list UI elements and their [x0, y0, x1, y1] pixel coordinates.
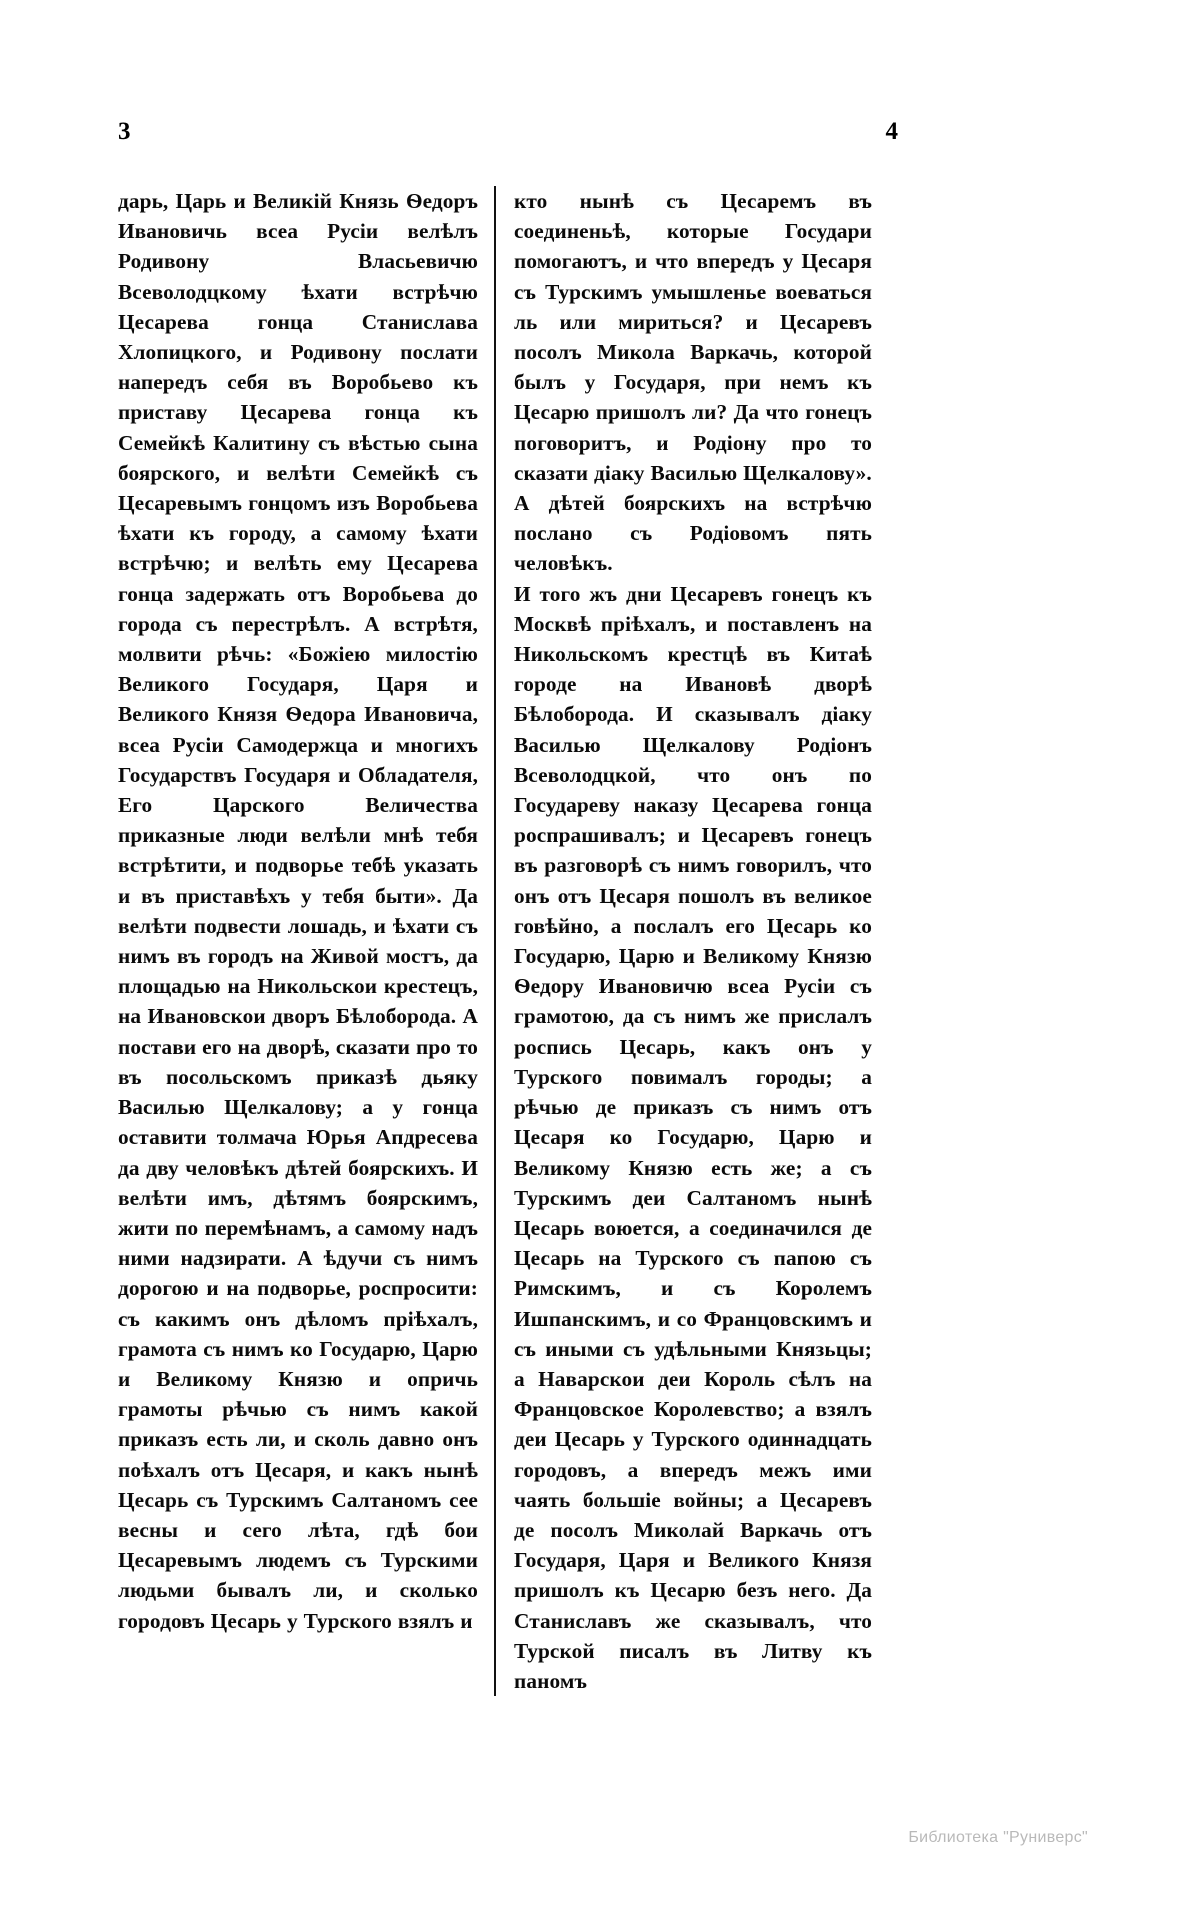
paragraph: А дѣтей боярскихъ на встрѣчю послано съ Родiовомъ пять человѣкъ. — [514, 491, 872, 576]
paragraph: кто нынѣ съ Цесаремъ въ соединеньѣ, которые Государи помогаютъ, и что впередъ у Цесаря съ Турскимъ умышленье воеваться ль или мириться? и Цесаревъ посолъ Микола Варкачь, которой былъ у Государя, при немъ къ Цесарю пришолъ ли? Да что гонецъ поговоритъ, и Родiону про то сказати дiаку Василью Щелкалову». — [514, 189, 872, 485]
left-text-column — [118, 186, 494, 1696]
page-number-right: 4 — [885, 118, 898, 145]
paragraph: И того жъ дни Цесаревъ гонецъ къ Москвѣ прiѣхалъ, и поставленъ на Никольскомъ крестцѣ въ Китаѣ городе на Ивановѣ дворѣ Бѣлоборода. И сказывалъ дiаку Василью Щелкалову Родiонъ Всеволодцкой, что онъ по Государеву наказу Цесарева гонца роспрашивалъ; и Цесаревъ гонецъ въ разговорѣ съ нимъ говорилъ, что онъ отъ Цесаря пошолъ въ великое говѣйно, а послалъ его Цесарь ко Государю, Царю и Великому Князю Ѳедору Ивановичю всеа Русiи съ грамотою, да съ нимъ же прислалъ роспись Цесарь, какъ онъ у Турского повималъ городы; а рѣчью де приказъ съ нимъ отъ Цесаря ко Государю, Царю и Великому Князю есть же; а съ Турскимъ деи Салтаномъ нынѣ Цесарь воюется, а соединачился де Цесарь на Турского съ папою съ Римскимъ, и съ Королемъ Ишпанскимъ, и со Францовскимъ и съ иными съ удѣльными Князьцы; а Наварскои деи Король сѣлъ на Францовское Королевство; а взялъ деи Цесарь у Турского одиннадцать городовъ, а впередъ межъ ими чаять большiе войны; а Цесаревъ де посолъ Миколай Варкачь отъ Государя, Царя и Великого Князя пришолъ къ Цесарю безъ него. Да Станиславъ же сказывалъ, что Турской писалъ въ Литву къ паномъ — [514, 581, 872, 1693]
library-watermark: Библиотека "Руниверс" — [908, 1829, 1088, 1846]
page-number-left: 3 — [118, 118, 131, 145]
paragraph: дарь, Царь и Великiй Князь Ѳедоръ Ивановичь всеа Русiи велѣлъ Родивону Власьевичю Всеволодцкому ѣхати встрѣчю Цесарева гонца Станислава Хлопицкого, и Родивону послати напередъ себя въ Воробьево къ приставу Цесарева гонца къ Семейкѣ Калитину съ вѣстью сына боярского, и велѣти Семейкѣ съ Цесаревымъ гонцомъ изъ Воробьева ѣхати къ городу, а самому ѣхати встрѣчю; и велѣть ему Цесарева гонца задержать отъ Воробьева до города съ перестрѣлъ. А встрѣтя, молвити рѣчь: «Божiею милостiю Великого Государя, Царя и Великого Князя Ѳедора Ивановича, всеа Русiи Самодержца и многихъ Государствъ Государя и Обладателя, Его Царского Величества приказные люди велѣли мнѣ тебя встрѣтити, и подворье тебѣ указать и въ приставѣхъ у тебя быти». Да велѣти подвести лошадь, и ѣхати съ нимъ въ городъ на Живой мостъ, да площадью на Никольскои крестецъ, на Ивановскои дворъ Бѣлоборода. А постави его на дворѣ, сказати про то въ посольскомъ приказѣ дьяку Василью Щелкалову; а у гонца оставити толмача Юрья Апдресева да дву человѣкъ дѣтей боярскихъ. И велѣти имъ, дѣтямъ боярскимъ, жити по перемѣнамъ, а самому надъ ними надзирати. А ѣдучи съ нимъ дорогою и на подворье, роспросити: съ какимъ онъ дѣломъ прiѣхалъ, грамота съ нимъ ко Государю, Царю и Великому Князю и опричь грамоты рѣчью съ нимъ какой приказъ есть ли, и сколь давно онъ поѣхалъ отъ Цесаря, и какъ нынѣ Цесарь съ Турскимъ Салтаномъ сее весны и сего лѣта, гдѣ бои Цесаревымъ людемъ съ Турскими людьми бывалъ ли, и сколько городовъ Цесарь у Турского взялъ и — [118, 189, 478, 1633]
two-column-body — [118, 186, 902, 1696]
page-number-row — [118, 118, 898, 146]
right-text-column — [496, 186, 872, 1696]
